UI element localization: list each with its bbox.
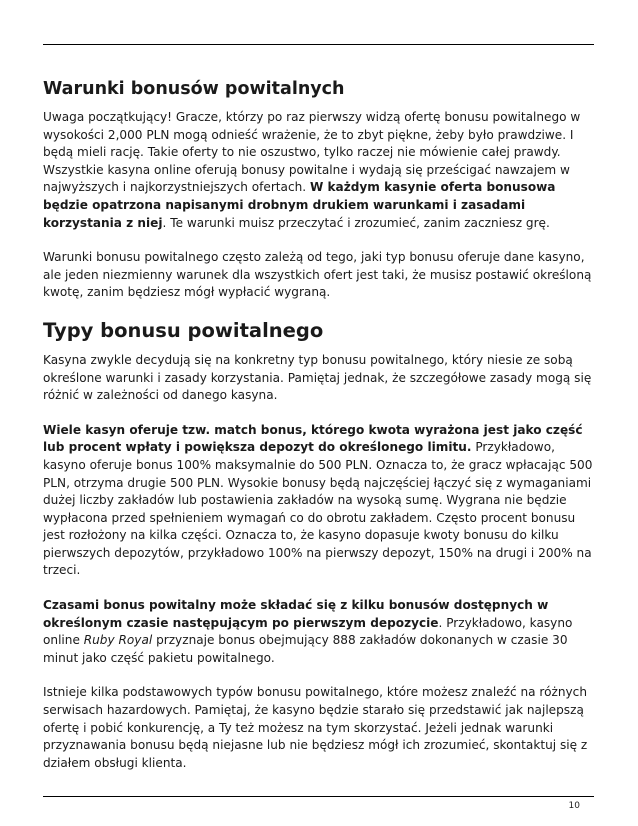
paragraph-intro (43, 109, 596, 232)
paragraph-intro-bold: W każdym kasynie oferta bonusowa będzie opatrzona napisanymi drobnym drukiem warunkami i zasadami korzystania z niej (43, 180, 556, 230)
paragraph-bonus-types-intro: Kasyna zwykle decydują się na konkretny typ bonusu powitalnego, który niesie ze sobą określone warunki i zasady korzystania. Pamiętaj jednak, że szczegółowe zasady mogą się różnić w zależności od danego kasyna. (43, 352, 592, 403)
paragraph-match-bonus-bold: Wiele kasyn oferuje tzw. match bonus, którego kwota wyrażona jest jako część lub procent wpłaty i powiększa depozyt do określonego limitu. (43, 422, 583, 455)
paragraph-contact-support: Istnieje kilka podstawowych typów bonusu powitalnego, które możesz znaleźć na różnych serwisach hazardowych. Pamiętaj, że kasyno będzie starało się przedstawić jak najlepszą ofertę i pobić konkurencję, a Ty też możesz na tym skorzystać. Jeżeli jednak warunki przyznawania bonusu będą niejasne lub nie będziesz mógł ich zrozumieć, skontaktuj się z działem obsługi klienta. (43, 685, 588, 770)
paragraph-intro-after: . Te warunki muisz przeczytać i zrozumieć, zanim zaczniesz grę. (162, 215, 550, 230)
casino-name-ruby-royal: Ruby Royal (83, 633, 153, 648)
document-body (43, 78, 596, 789)
paragraph-match-bonus-text: Przykładowo, kasyno oferuje bonus 100% maksymalnie do 500 PLN. Oznacza to, że gracz wpłacając 500 PLN, otrzyma drugie 500 PLN. Wysokie bonusy będą najczęściej łączyć się z wymaganiami dużej liczby zakładów lub postawienia zakładów na wysoką sumę. Wygrana nie będzie wypłacona przed spełnieniem wymagań co do obrotu zakładem. Często procent bonusu jest rozłożony na kilka części. Oznacza to, że kasyno dopasuje kwoty bonusu do kilku pierwszych depozytów, przykładowo 100% na pierwszy depozyt, 150% na drugi i 200% na trzeci. (43, 440, 593, 578)
paragraph-intro-text: Uwaga początkujący! Gracze, którzy po raz pierwszy widzą ofertę bonusu powitalnego w wysokości 2,000 PLN mogą odnieść wrażenie, że to zbyt piękne, żeby było prawdziwe. I będą mieli rację. Takie oferty to nie oszustwo, tylko raczej nie mówienie całej prawdy. Wszystkie kasyna online oferują bonusy powitalne i wydają się prześcigać nawzajem w najwyższych i najkorzystniejszych ofertach. (43, 110, 581, 195)
footer-rule (43, 796, 594, 797)
paragraph-multi-bonus (43, 597, 596, 667)
paragraph-match-bonus (43, 422, 596, 580)
paragraph-wagering: Warunki bonusu powitalnego często zależą od tego, jaki typ bonusu oferuje dane kasyno, ale jeden niezmienny warunek dla wszystkich ofert jest taki, że musisz postawić określoną kwotę, zanim będziesz mógł wypłacić wygraną. (43, 250, 592, 300)
paragraph-multi-bonus-text1: . Przykładowo, kasyno online (43, 615, 573, 648)
paragraph-multi-bonus-bold: Czasami bonus powitalny może składać się z kilku bonusów dostępnych w określonym czasie następującym po pierwszym depozycie (43, 598, 549, 630)
paragraph-multi-bonus-text2: przyznaje bonus obejmujący 888 zakładów dokonanych w czasie 30 minut jako część pakietu powitalnego. (43, 633, 568, 665)
section-heading-welcome-bonus-terms: Warunki bonusów powitalnych (43, 79, 345, 99)
section-heading-bonus-types: Typy bonusu powitalnego (43, 318, 324, 342)
header-rule (43, 44, 594, 45)
page-number: 10 (568, 801, 580, 811)
